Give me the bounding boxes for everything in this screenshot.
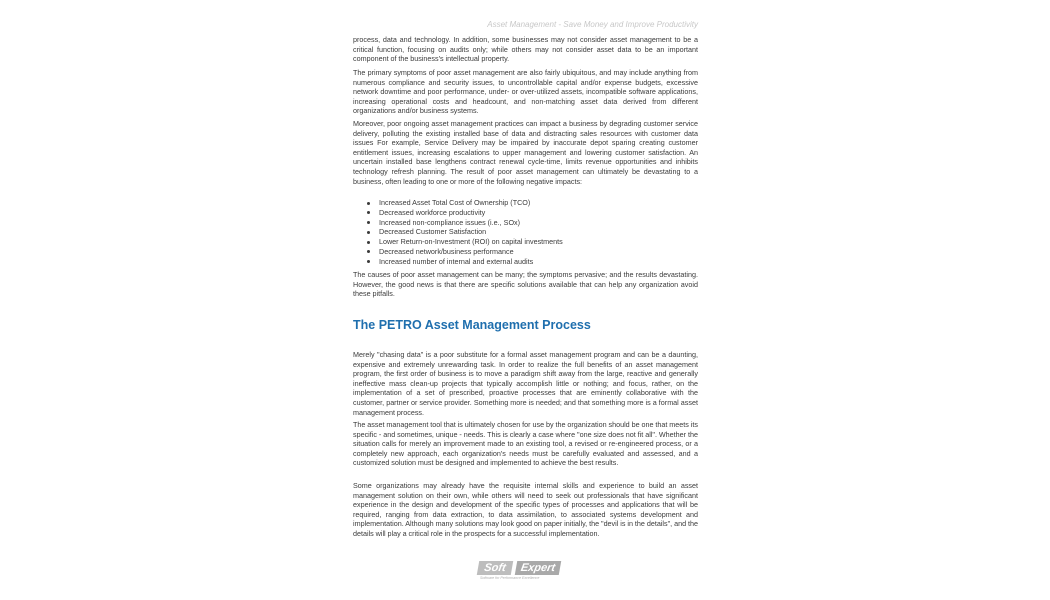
list-item: Increased non-compliance issues (i.e., SOx) bbox=[366, 218, 696, 228]
bullet-icon bbox=[367, 211, 370, 214]
paragraph-chasing-data: Merely "chasing data" is a poor substitute for a formal asset management program and can be a daunting, expensive and extremely unrewarding task. In order to realize the full benefits of an asset management program, the first order of business is to move a paradigm shift away from the large, reactive and generally ineffective mass clean-up projects that typically accomplish little or nothing; and focus, rather, on the implementation of a set of prescribed, proactive processes that are eminently collaborative with the customer, partner or service provider. Something more is needed; and that something more is a formal asset management process. bbox=[353, 350, 698, 417]
paragraph-tool-selection: The asset management tool that is ultimately chosen for use by the organization should be one that meets its specific - and sometimes, unique - needs. This is clearly a case where "one size does not fit all". Whether the situation calls for merely an improvement made to an existing tool, a revised or re-engineered process, or a completely new approach, each organization's needs must be carefully evaluated and assessed, and a customized solution must be designed and implemented to achieve the best results. bbox=[353, 420, 698, 468]
paragraph-symptoms: The primary symptoms of poor asset management are also fairly ubiquitous, and may include anything from numerous compliance and security issues, to uncontrollable capital and/or expense budgets, excessive network downtime and poor performance, under- or over-utilized assets, incompatible software applications, increasing operational costs and headcount, and non-matching asset data derived from different organizations and/or business systems. bbox=[353, 68, 698, 116]
list-item: Decreased workforce productivity bbox=[366, 208, 696, 218]
bullet-icon bbox=[367, 250, 370, 253]
bullet-icon bbox=[367, 241, 370, 244]
negative-impacts-list bbox=[366, 198, 696, 267]
softexpert-logo bbox=[478, 561, 562, 583]
list-item: Increased Asset Total Cost of Ownership (TCO) bbox=[366, 198, 696, 208]
logo-tagline: Software for Performance Excellence bbox=[480, 576, 540, 580]
bullet-icon bbox=[367, 221, 370, 224]
list-item: Increased number of internal and external audits bbox=[366, 257, 696, 267]
bullet-icon bbox=[367, 202, 370, 205]
paragraph-solution-build: Some organizations may already have the requisite internal skills and experience to build an asset management solution on their own, while others will need to seek out professionals that have significant experience in the design and development of the specific types of processes and applications that will be required, ranging from data extraction, to data assimilation, to associated systems development and implementation. Although many solutions may look good on paper initially, the "devil is in the details", and the details will play a critical role in the prospects for a successful implementation. bbox=[353, 481, 698, 538]
logo-expert: Expert bbox=[515, 561, 561, 575]
paragraph-impact: Moreover, poor ongoing asset management practices can impact a business by degrading customer service delivery, polluting the existing installed base of data and distracting sales resources with customer data issues For example, Service Delivery may be impaired by inaccurate depot sparing creating customer entitlement issues, increasing escalations to upper management and lowering customer satisfaction. An uncertain installed base lengthens contract renewal cycle-time, limits revenue opportunities and inhibits technology refresh planning. The result of poor asset management can ultimately be devastating to a business, often leading to one or more of the following negative impacts: bbox=[353, 119, 698, 186]
bullet-icon bbox=[367, 231, 370, 234]
list-item: Lower Return-on-Investment (ROI) on capital investments bbox=[366, 237, 696, 247]
bullet-icon bbox=[367, 260, 370, 263]
paragraph-causes: The causes of poor asset management can be many; the symptoms pervasive; and the results devastating. However, the good news is that there are specific solutions available that can help any organization avoid these pitfalls. bbox=[353, 270, 698, 299]
paragraph-intro-continuation: process, data and technology. In addition, some businesses may not consider asset management to be a critical function, focusing on audits only; while others may not consider asset data to be an important component of the business's intellectual property. bbox=[353, 35, 698, 64]
running-header: Asset Management - Save Money and Improve Productivity bbox=[487, 20, 698, 29]
list-item: Decreased Customer Satisfaction bbox=[366, 227, 696, 237]
logo-soft: Soft bbox=[477, 561, 513, 575]
list-item: Decreased network/business performance bbox=[366, 247, 696, 257]
section-heading: The PETRO Asset Management Process bbox=[353, 318, 591, 332]
